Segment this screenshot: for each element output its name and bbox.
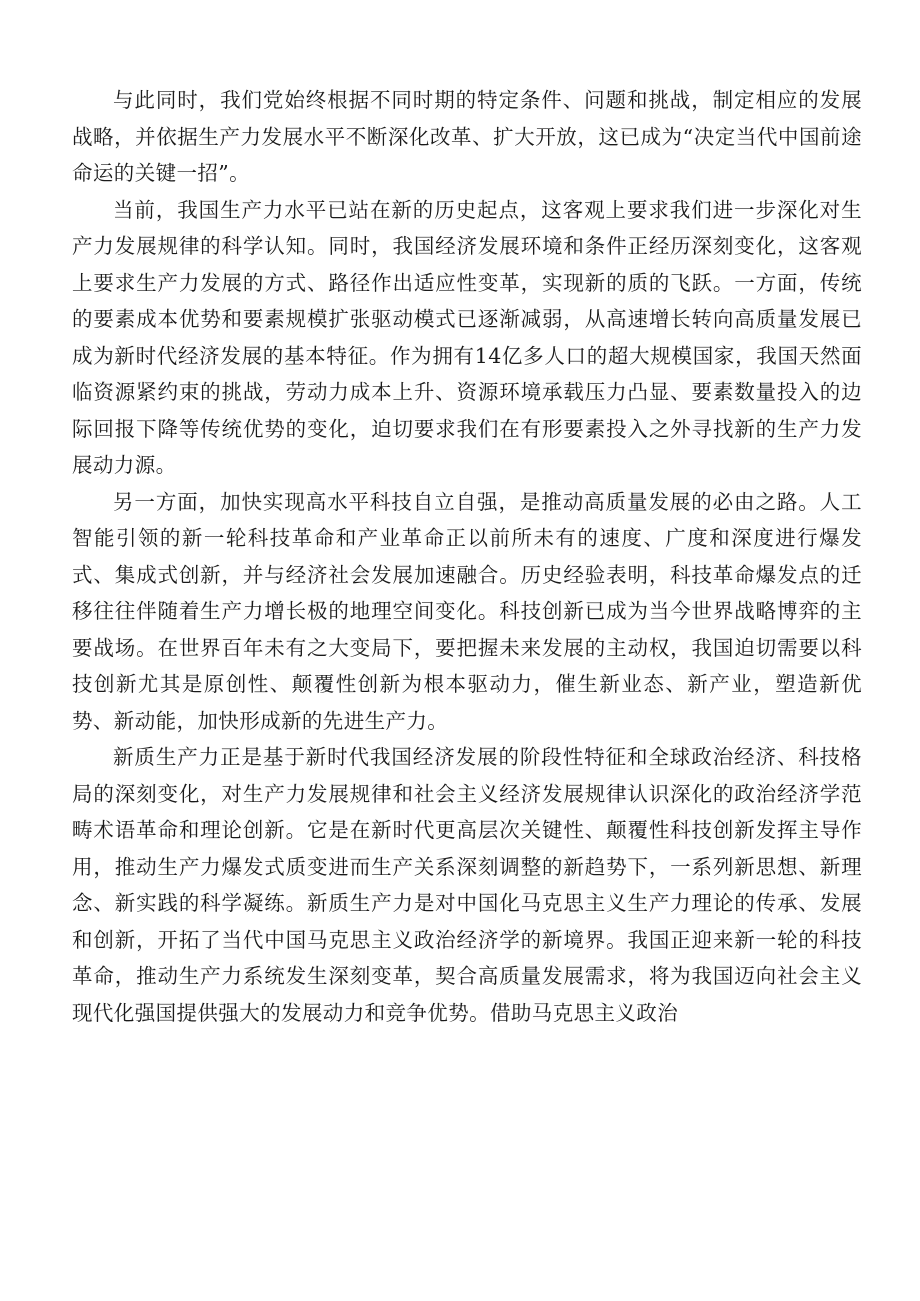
paragraph-1: 与此同时，我们党始终根据不同时期的特定条件、问题和挑战，制定相应的发展战略，并依据生产力发展水平不断深化改革、扩大开放，这已成为“决定当代中国前途命运的关键一招”。 — [72, 88, 862, 185]
paragraph-3: 另一方面，加快实现高水平科技自立自强，是推动高质量发展的必由之路。人工智能引领的新一轮科技革命和产业革命正以前所未有的速度、广度和深度进行爆发式、集成式创新，并与经济社会发展加速融合。历史经验表明，科技革命爆发点的迁移往往伴随着生产力增长极的地理空间变化。科技创新已成为当今世界战略博弈的主要战场。在世界百年未有之大变局下，要把握未来发展的主动权，我国迫切需要以科技创新尤其是原创性、颠覆性创新为根本驱动力，催生新业态、新产业，塑造新优势、新动能，加快形成新的先进生产力。 — [72, 489, 862, 733]
paragraph-4: 新质生产力正是基于新时代我国经济发展的阶段性特征和全球政治经济、科技格局的深刻变化，对生产力发展规律和社会主义经济发展规律认识深化的政治经济学范畴术语革命和理论创新。它是在新时代更高层次关键性、颠覆性科技创新发挥主导作用，推动生产力爆发式质变进而生产关系深刻调整的新趋势下，一系列新思想、新理念、新实践的科学凝练。新质生产力是对中国化马克思主义生产力理论的传承、发展和创新，开拓了当代中国马克思主义政治经济学的新境界。我国正迎来新一轮的科技革命，推动生产力系统发生深刻变革，契合高质量发展需求，将为我国迈向社会主义现代化强国提供强大的发展动力和竞争优势。借助马克思主义政治 — [72, 745, 862, 1025]
document-page — [72, 82, 862, 1031]
paragraph-2: 当前，我国生产力水平已站在新的历史起点，这客观上要求我们进一步深化对生产力发展规律的科学认知。同时，我国经济发展环境和条件正经历深刻变化，这客观上要求生产力发展的方式、路径作出适应性变革，实现新的质的飞跃。一方面，传统的要素成本优势和要素规模扩张驱动模式已逐渐减弱，从高速增长转向高质量发展已成为新时代经济发展的基本特征。作为拥有14亿多人口的超大规模国家，我国天然面临资源紧约束的挑战，劳动力成本上升、资源环境承载压力凸显、要素数量投入的边际回报下降等传统优势的变化，迫切要求我们在有形要素投入之外寻找新的生产力发展动力源。 — [72, 197, 862, 477]
